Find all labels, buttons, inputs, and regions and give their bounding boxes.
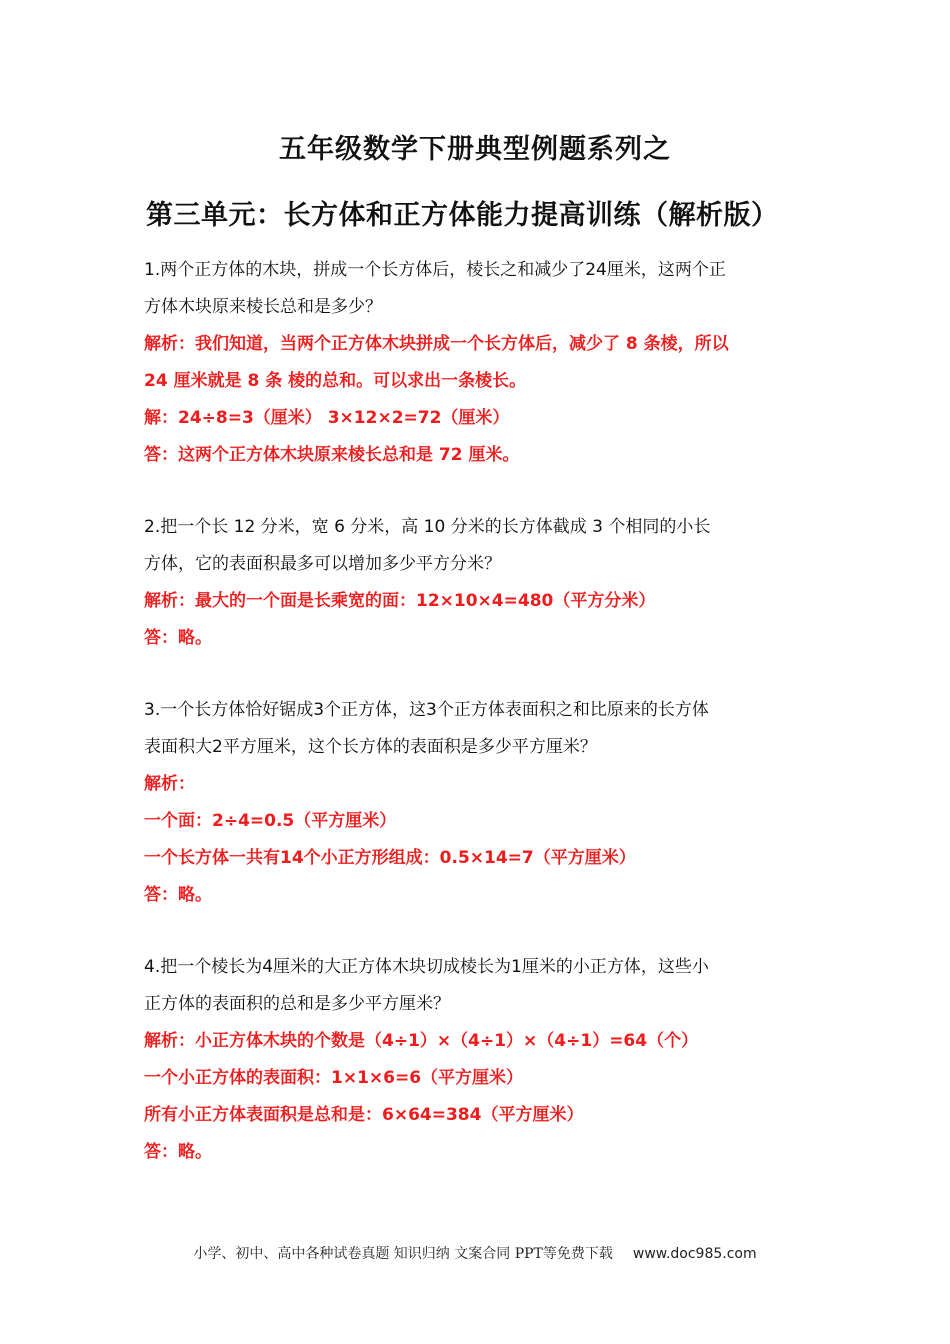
question-line: 4.把一个棱长为4厘米的大正方体木块切成棱长为1厘米的小正方体，这些小 [144, 957, 709, 977]
problem-1 [144, 252, 814, 474]
question-line: 2.把一个长 12 分米，宽 6 分米，高 10 分米的长方体截成 3 个相同的小长 [144, 517, 711, 537]
problem-list [144, 252, 814, 1206]
problem-2 [144, 509, 814, 657]
question-line: 1.两个正方体的木块，拼成一个长方体后，棱长之和减少了24厘米，这两个正 [144, 260, 726, 280]
answer-line: 24 厘米就是 8 条 棱的总和。可以求出一条棱长。 [144, 371, 527, 391]
answer-line: 一个面：2÷4=0.5（平方厘米） [144, 811, 397, 831]
footer-text: 小学、初中、高中各种试卷真题 知识归纳 文案合同 PPT等免费下载 [193, 1246, 613, 1262]
question-line: 3.一个长方体恰好锯成3个正方体，这3个正方体表面积之和比原来的长方体 [144, 700, 709, 720]
question-line: 方体，它的表面积最多可以增加多少平方分米？ [144, 554, 501, 574]
answer-line: 解析：最大的一个面是长乘宽的面：12×10×4=480（平方分米） [144, 591, 656, 611]
question-line: 表面积大2平方厘米，这个长方体的表面积是多少平方厘米？ [144, 737, 597, 757]
answer-line: 解析： [144, 774, 195, 794]
answer-line: 答：略。 [144, 885, 212, 905]
answer-line: 答：这两个正方体木块原来棱长总和是 72 厘米。 [144, 445, 520, 465]
answer-line: 答：略。 [144, 1142, 212, 1162]
page-footer [0, 1240, 950, 1268]
problem-4 [144, 949, 814, 1171]
answer-line: 解：24÷8=3（厘米） 3×12×2=72（厘米） [144, 408, 510, 428]
answer-line: 所有小正方体表面积是总和是：6×64=384（平方厘米） [144, 1105, 584, 1125]
question-line: 正方体的表面积的总和是多少平方厘米？ [144, 994, 450, 1014]
answer-line: 解析：小正方体木块的个数是（4÷1）×（4÷1）×（4÷1）=64（个） [144, 1031, 699, 1051]
footer-url: www.doc985.com [632, 1246, 757, 1262]
page-title: 五年级数学下册典型例题系列之 [279, 134, 671, 165]
problem-3 [144, 692, 814, 914]
question-line: 方体木块原来棱长总和是多少？ [144, 297, 382, 317]
page-subtitle: 第三单元：长方体和正方体能力提高训练（解析版） [146, 200, 779, 231]
answer-line: 一个长方体一共有14个小正方形组成：0.5×14=7（平方厘米） [144, 848, 636, 868]
answer-line: 一个小正方体的表面积：1×1×6=6（平方厘米） [144, 1068, 524, 1088]
answer-line: 答：略。 [144, 628, 212, 648]
answer-line: 解析：我们知道，当两个正方体木块拼成一个长方体后，减少了 8 条棱，所以 [144, 334, 729, 354]
